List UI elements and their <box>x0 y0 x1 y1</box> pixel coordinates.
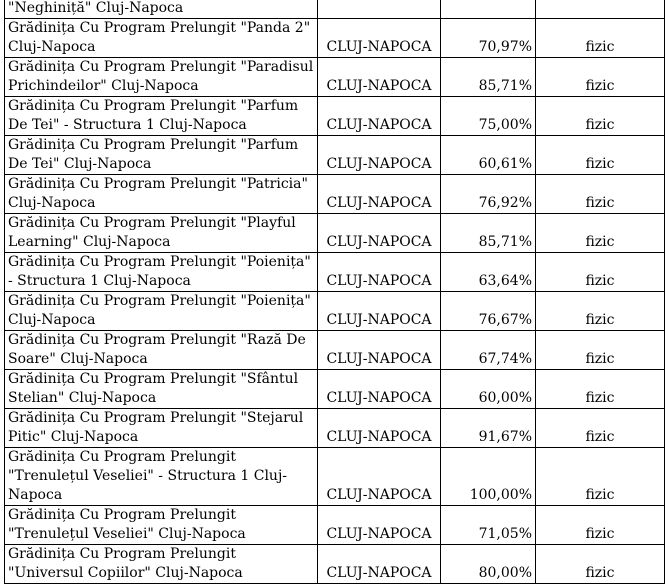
cell-mode: fizic <box>536 136 665 175</box>
cell-city: CLUJ-NAPOCA <box>318 370 441 409</box>
table-row <box>5 506 665 545</box>
table-row <box>5 58 665 97</box>
cell-kindergarten-name: Grădinița Cu Program Prelungit "Panda 2" Cluj-Napoca <box>5 19 318 58</box>
cell-mode: fizic <box>536 175 665 214</box>
cell-city <box>318 0 441 19</box>
cell-mode: fizic <box>536 214 665 253</box>
cell-kindergarten-name: Grădinița Cu Program Prelungit "Poienița" Cluj-Napoca <box>5 292 318 331</box>
cell-city: CLUJ-NAPOCA <box>318 175 441 214</box>
table-row <box>5 409 665 448</box>
cell-percentage: 85,71% <box>441 58 536 97</box>
cell-kindergarten-name: Grădinița Cu Program Prelungit "Rază De Soare" Cluj-Napoca <box>5 331 318 370</box>
cell-percentage: 80,00% <box>441 545 536 584</box>
table-row <box>5 175 665 214</box>
cell-percentage: 91,67% <box>441 409 536 448</box>
cell-city: CLUJ-NAPOCA <box>318 506 441 545</box>
cell-percentage: 60,00% <box>441 370 536 409</box>
cell-city: CLUJ-NAPOCA <box>318 409 441 448</box>
table-row <box>5 545 665 584</box>
table-row <box>5 0 665 19</box>
cell-kindergarten-name: Grădinița Cu Program Prelungit "Parfum De Tei" Cluj-Napoca <box>5 136 318 175</box>
table-row <box>5 253 665 292</box>
cell-percentage: 71,05% <box>441 506 536 545</box>
cell-mode: fizic <box>536 506 665 545</box>
table-row <box>5 448 665 506</box>
cell-percentage: 67,74% <box>441 331 536 370</box>
cell-kindergarten-name: Grădinița Cu Program Prelungit "Parfum De Tei" - Structura 1 Cluj-Napoca <box>5 97 318 136</box>
table-row <box>5 292 665 331</box>
cell-mode: fizic <box>536 370 665 409</box>
cell-percentage: 60,61% <box>441 136 536 175</box>
cell-mode <box>536 0 665 19</box>
cell-city: CLUJ-NAPOCA <box>318 58 441 97</box>
cell-percentage: 70,97% <box>441 19 536 58</box>
cell-kindergarten-name: "Neghiniță" Cluj-Napoca <box>5 0 318 19</box>
table-row <box>5 97 665 136</box>
cell-mode: fizic <box>536 448 665 506</box>
cell-kindergarten-name: Grădinița Cu Program Prelungit "Trenulețul Veseliei" - Structura 1 Cluj-Napoca <box>5 448 318 506</box>
cell-percentage: 75,00% <box>441 97 536 136</box>
cell-city: CLUJ-NAPOCA <box>318 331 441 370</box>
cell-city: CLUJ-NAPOCA <box>318 97 441 136</box>
cell-mode: fizic <box>536 97 665 136</box>
cell-city: CLUJ-NAPOCA <box>318 136 441 175</box>
cell-kindergarten-name: Grădinița Cu Program Prelungit "Playful Learning" Cluj-Napoca <box>5 214 318 253</box>
cell-city: CLUJ-NAPOCA <box>318 214 441 253</box>
table-row <box>5 331 665 370</box>
table-row <box>5 136 665 175</box>
cell-percentage: 85,71% <box>441 214 536 253</box>
cell-city: CLUJ-NAPOCA <box>318 545 441 584</box>
cell-city: CLUJ-NAPOCA <box>318 253 441 292</box>
table-row <box>5 370 665 409</box>
table-body <box>5 0 665 584</box>
cell-percentage: 76,92% <box>441 175 536 214</box>
cell-kindergarten-name: Grădinița Cu Program Prelungit "Stejarul Pitic" Cluj-Napoca <box>5 409 318 448</box>
cell-kindergarten-name: Grădinița Cu Program Prelungit "Trenulețul Veseliei" Cluj-Napoca <box>5 506 318 545</box>
cell-city: CLUJ-NAPOCA <box>318 19 441 58</box>
table-row <box>5 19 665 58</box>
cell-kindergarten-name: Grădinița Cu Program Prelungit "Poienița" - Structura 1 Cluj-Napoca <box>5 253 318 292</box>
table-row <box>5 214 665 253</box>
cell-kindergarten-name: Grădinița Cu Program Prelungit "Sfântul Stelian" Cluj-Napoca <box>5 370 318 409</box>
cell-mode: fizic <box>536 545 665 584</box>
cell-mode: fizic <box>536 19 665 58</box>
cell-mode: fizic <box>536 292 665 331</box>
cell-mode: fizic <box>536 331 665 370</box>
cell-percentage: 100,00% <box>441 448 536 506</box>
cell-city: CLUJ-NAPOCA <box>318 448 441 506</box>
cell-kindergarten-name: Grădinița Cu Program Prelungit "Patricia" Cluj-Napoca <box>5 175 318 214</box>
cell-city: CLUJ-NAPOCA <box>318 292 441 331</box>
cell-kindergarten-name: Grădinița Cu Program Prelungit "Paradisul Prichindeilor" Cluj-Napoca <box>5 58 318 97</box>
cell-percentage: 63,64% <box>441 253 536 292</box>
cell-mode: fizic <box>536 58 665 97</box>
cell-percentage <box>441 0 536 19</box>
cell-kindergarten-name: Grădinița Cu Program Prelungit "Universul Copiilor" Cluj-Napoca <box>5 545 318 584</box>
kindergarten-table <box>4 0 665 584</box>
cell-percentage: 76,67% <box>441 292 536 331</box>
cell-mode: fizic <box>536 253 665 292</box>
cell-mode: fizic <box>536 409 665 448</box>
